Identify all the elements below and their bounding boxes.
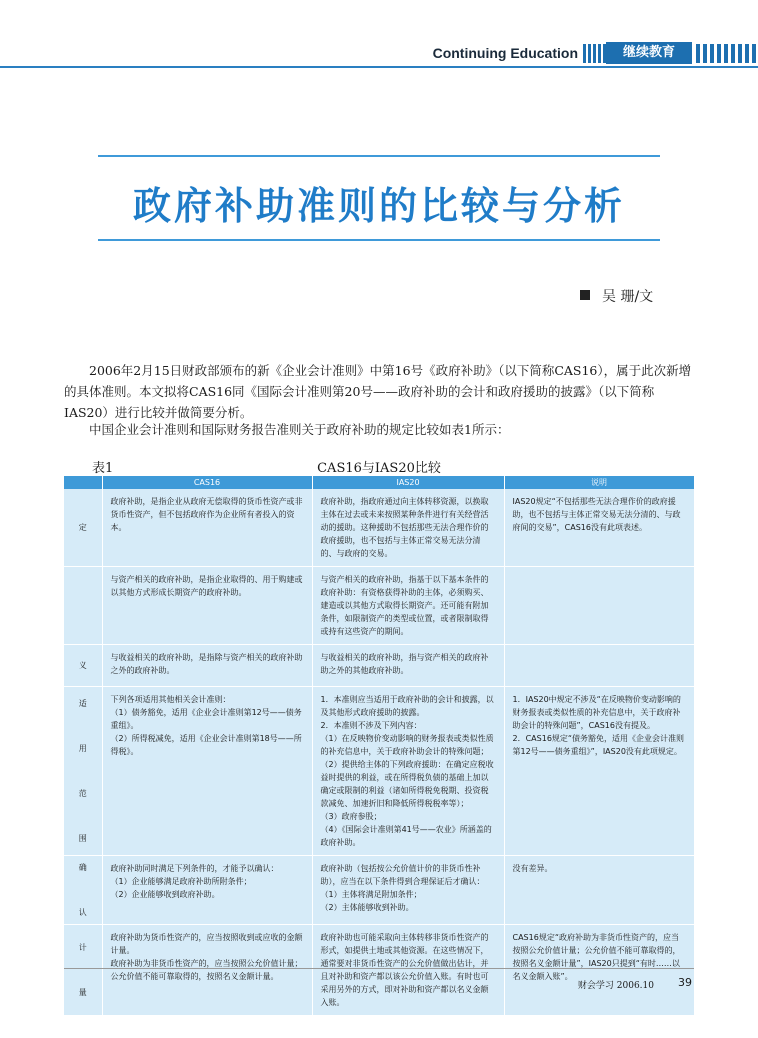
row-label-stack bbox=[64, 940, 102, 1000]
ias20-cell bbox=[312, 925, 504, 1016]
row-label bbox=[64, 567, 102, 645]
row-label-text: 计 量 bbox=[78, 943, 87, 997]
title-rule-bottom bbox=[98, 239, 660, 241]
table-header-cell bbox=[64, 476, 102, 489]
note-cell bbox=[504, 489, 694, 567]
table-row bbox=[64, 489, 694, 567]
header-tail-decoration bbox=[696, 44, 758, 63]
cas16-text: 政府补助为货币性资产的，应当按照收到或应收的金额计量。 政府补助为非货币性资产的，应当按照公允价值计量；公允价值不能可靠取得的，按照名义金额计量。 bbox=[110, 933, 303, 981]
row-label bbox=[64, 856, 102, 925]
row-label-text: 确 认 bbox=[78, 863, 87, 917]
table-header-cell: IAS20 bbox=[312, 476, 504, 489]
row-label-stack bbox=[64, 860, 102, 920]
row-label bbox=[64, 687, 102, 856]
ias20-text: 与资产相关的政府补助，指基于以下基本条件的政府补助：有资格获得补助的主体，必须购买、建造或以其他方式取得长期资产。还可能有附加条件，如限制资产的类型或位置，或者限制取得或持有这些资产的期间。 bbox=[320, 575, 489, 636]
row-label-text: 定 bbox=[78, 523, 87, 532]
footer-journal: 财会学习 2006.10 bbox=[577, 981, 654, 991]
cas16-text: 与收益相关的政府补助，是指除与资产相关的政府补助之外的政府补助。 bbox=[110, 653, 303, 675]
title-rule-top bbox=[98, 155, 660, 157]
table-row bbox=[64, 645, 694, 687]
comparison-table bbox=[64, 476, 695, 1016]
author-name: 吴 珊/文 bbox=[602, 289, 654, 305]
row-label-text: 适 用 范 围 bbox=[78, 699, 87, 843]
footer-divider bbox=[64, 968, 694, 969]
page-number: 39 bbox=[678, 976, 692, 989]
author-line bbox=[580, 286, 653, 306]
row-label bbox=[64, 489, 102, 567]
note-cell bbox=[504, 687, 694, 856]
ias20-text: 与收益相关的政府补助，指与资产相关的政府补助之外的其他政府补助。 bbox=[320, 653, 489, 675]
section-title-cn: 继续教育 bbox=[606, 42, 692, 64]
paragraph-2: 中国企业会计准则和国际财务报告准则关于政府补助的规定比较如表1所示： bbox=[89, 422, 510, 437]
header-divider bbox=[0, 66, 758, 68]
ias20-cell bbox=[312, 567, 504, 645]
note-cell bbox=[504, 567, 694, 645]
table-row bbox=[64, 687, 694, 856]
row-label bbox=[64, 925, 102, 1016]
table-label: 表1 bbox=[92, 461, 114, 476]
cas16-text: 下列各项适用其他相关会计准则： （1）债务豁免，适用《企业会计准则第12号——债务重组》。 （2）所得税减免，适用《企业会计准则第18号——所得税》。 bbox=[110, 695, 302, 756]
paragraph-1: 2006年2月15日财政部颁布的新《企业会计准则》中第16号《政府补助》（以下简称CAS16），属于此次新增的具体准则。本文拟将CAS16同《国际会计准则第20号——政府补助的会计和政府援助的披露》（以下简称IAS20）进行比较并做简要分析。 bbox=[64, 363, 692, 420]
ias20-text: 政府补助，指政府通过向主体转移资源，以换取主体在过去或未来按照某种条件进行有关经营活动的援助。这种援助不包括那些无法合理作价的政府援助，也不包括与主体正常交易无法分清的、与政府的交易。 bbox=[320, 497, 489, 558]
cas16-text: 政府补助，是指企业从政府无偿取得的货币性资产或非货币性资产，但不包括政府作为企业所有者投入的资本。 bbox=[110, 497, 303, 532]
note-text: IAS20规定“不包括那些无法合理作价的政府援助，也不包括与主体正常交易无法分清的、与政府间的交易”，CAS16没有此项表述。 bbox=[512, 497, 681, 532]
table-row bbox=[64, 567, 694, 645]
header-stripes-decoration bbox=[583, 44, 606, 63]
ias20-cell bbox=[312, 645, 504, 687]
author-square-icon bbox=[580, 290, 590, 300]
row-label-stack bbox=[64, 658, 102, 673]
ias20-cell bbox=[312, 489, 504, 567]
table-header-row bbox=[64, 476, 694, 489]
ias20-cell bbox=[312, 856, 504, 925]
cas16-cell bbox=[102, 645, 312, 687]
table-row bbox=[64, 925, 694, 1016]
article-title: 政府补助准则的比较与分析 bbox=[132, 184, 625, 228]
ias20-cell bbox=[312, 687, 504, 856]
table-title: CAS16与IAS20比较 bbox=[317, 461, 441, 476]
ias20-text: 1．本准则应当适用于政府补助的会计和披露，以及其他形式政府援助的披露。 2．本准则不涉及下列内容： （1）在反映物价变动影响的财务报表或类似性质的补充信息中，关于政府补助会计的特殊问题； （2）提供给主体的下列政府援助：在确定应税收益时提供的利益，或在所得税负债的基础上加以确定或限制的利益（诸如所得税免税期、投资税款减免、加速折旧和降低所得税税率等）； （3）政府参股； （4）《国际会计准则第41号——农业》所涵盖的政府补助。 bbox=[320, 695, 494, 847]
table-header-cell: 说明 bbox=[504, 476, 694, 489]
note-cell bbox=[504, 925, 694, 1016]
note-text: 没有差异。 bbox=[512, 864, 553, 873]
cas16-cell bbox=[102, 567, 312, 645]
ias20-text: 政府补助（包括按公允价值计价的非货币性补助），应当在以下条件得到合理保证后才确认： （1）主体将满足附加条件； （2）主体能够收到补助。 bbox=[320, 864, 485, 912]
cas16-cell bbox=[102, 687, 312, 856]
section-title-en: Continuing Education bbox=[432, 45, 578, 61]
note-text: CAS16规定“政府补助为非货币性资产的，应当按照公允价值计量；公允价值不能可靠取得的，按照名义金额计量”，IAS20只提到“有时……以名义金额入账”。 bbox=[512, 933, 681, 981]
table-row bbox=[64, 856, 694, 925]
row-label-stack bbox=[64, 520, 102, 535]
note-cell bbox=[504, 645, 694, 687]
header-bar bbox=[0, 38, 758, 66]
table-header-cell: CAS16 bbox=[102, 476, 312, 489]
note-cell bbox=[504, 856, 694, 925]
cas16-cell bbox=[102, 856, 312, 925]
cas16-cell bbox=[102, 925, 312, 1016]
row-label-text: 义 bbox=[78, 661, 87, 670]
cas16-cell bbox=[102, 489, 312, 567]
cas16-text: 与资产相关的政府补助，是指企业取得的、用于购建或以其他方式形成长期资产的政府补助。 bbox=[110, 575, 303, 597]
title-box bbox=[98, 155, 660, 241]
cas16-text: 政府补助同时满足下列条件的，才能予以确认： （1）企业能够满足政府补助所附条件； （2）企业能够收到政府补助。 bbox=[110, 864, 279, 899]
row-label bbox=[64, 645, 102, 687]
row-label-stack bbox=[64, 696, 102, 846]
ias20-text: 政府补助也可能采取向主体转移非货币性资产的形式，如提供土地或其他资源。在这些情况下，通常要对非货币性资产的公允价值做出估计，并且对补助和资产都以该公允价值入账。有时也可采用另外的方式，即对补助和资产都以名义金额入账。 bbox=[320, 933, 489, 1007]
note-text: 1．IAS20中规定不涉及“在反映物价变动影响的财务报表或类似性质的补充信息中，关于政府补助会计的特殊问题”，CAS16没有提及。 2．CAS16规定“债务豁免，适用《企业会计准则第12号——债务重组》”，IAS20没有此项规定。 bbox=[512, 695, 685, 756]
